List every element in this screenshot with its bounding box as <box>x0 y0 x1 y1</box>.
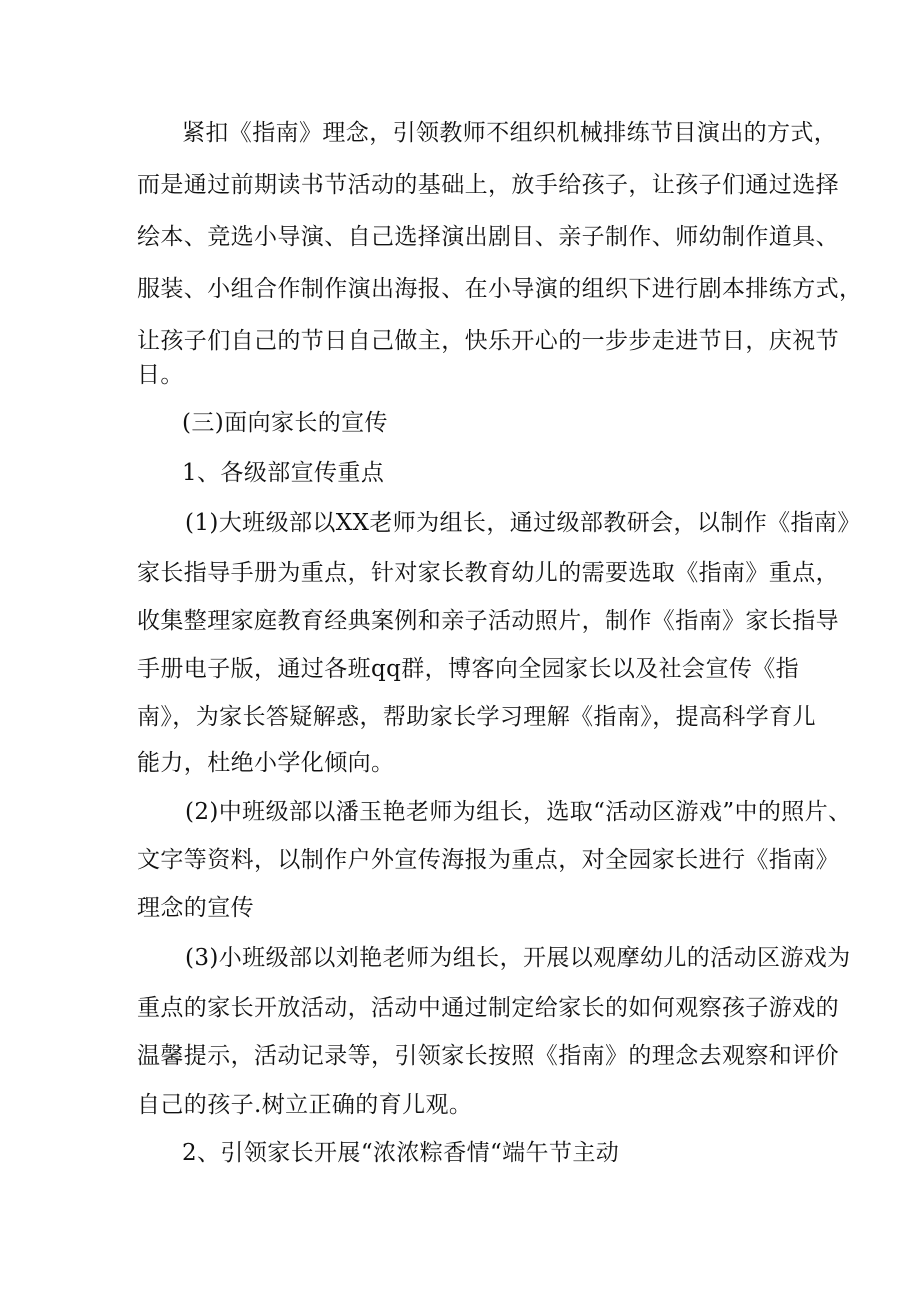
item-line: 理念的宣传 <box>137 895 254 921</box>
paragraph-line: 日。 <box>137 362 184 388</box>
item-line: 手册电子版，通过各班qq群，博客向全园家长以及社会宣传《指 <box>137 656 800 682</box>
subheading: 1、各级部宣传重点 <box>182 460 385 486</box>
item-line: 能力，杜绝小学化倾向。 <box>137 750 395 776</box>
item-line: 家长指导手册为重点，针对家长教育幼儿的需要选取《指南》重点， <box>137 560 839 586</box>
paragraph-line: 让孩子们自己的节日自己做主，快乐开心的一步步走进节日，庆祝节 <box>137 328 839 354</box>
paragraph-line: 紧扣《指南》理念，引领教师不组织机械排练节目演出的方式， <box>182 120 838 146</box>
item-line: (1)大班级部以XX老师为组长，通过级部教研会，以制作《指南》 <box>185 510 861 536</box>
item-line: 重点的家长开放活动，活动中通过制定给家长的如何观察孩子游戏的 <box>137 995 839 1021</box>
paragraph-line: 绘本、竞选小导演、自己选择演出剧目、亲子制作、师幼制作道具、 <box>137 224 839 250</box>
paragraph-line: 服装、小组合作制作演出海报、在小导演的组织下进行剧本排练方式， <box>137 276 863 302</box>
item-line: 南》，为家长答疑解惑，帮助家长学习理解《指南》，提高科学育儿 <box>137 704 816 730</box>
item-line: (3)小班级部以刘艳老师为组长，开展以观摩幼儿的活动区游戏为 <box>185 945 851 971</box>
item-line: 温馨提示，活动记录等，引领家长按照《指南》的理念去观察和评价 <box>137 1043 839 1069</box>
section-heading: (三)面向家长的宣传 <box>182 410 388 436</box>
item-line: 文字等资料，以制作户外宣传海报为重点，对全园家长进行《指南》 <box>137 847 839 873</box>
item-line: 自己的孩子.树立正确的育儿观。 <box>137 1092 473 1118</box>
subheading: 2、引领家长开展“浓浓粽香情“端午节主动 <box>182 1140 620 1166</box>
paragraph-line: 而是通过前期读书节活动的基础上，放手给孩子，让孩子们通过选择 <box>137 172 839 198</box>
item-line: 收集整理家庭教育经典案例和亲子活动照片，制作《指南》家长指导 <box>137 608 839 634</box>
item-line: (2)中班级部以潘玉艳老师为组长，选取“活动区游戏”中的照片、 <box>185 799 852 825</box>
